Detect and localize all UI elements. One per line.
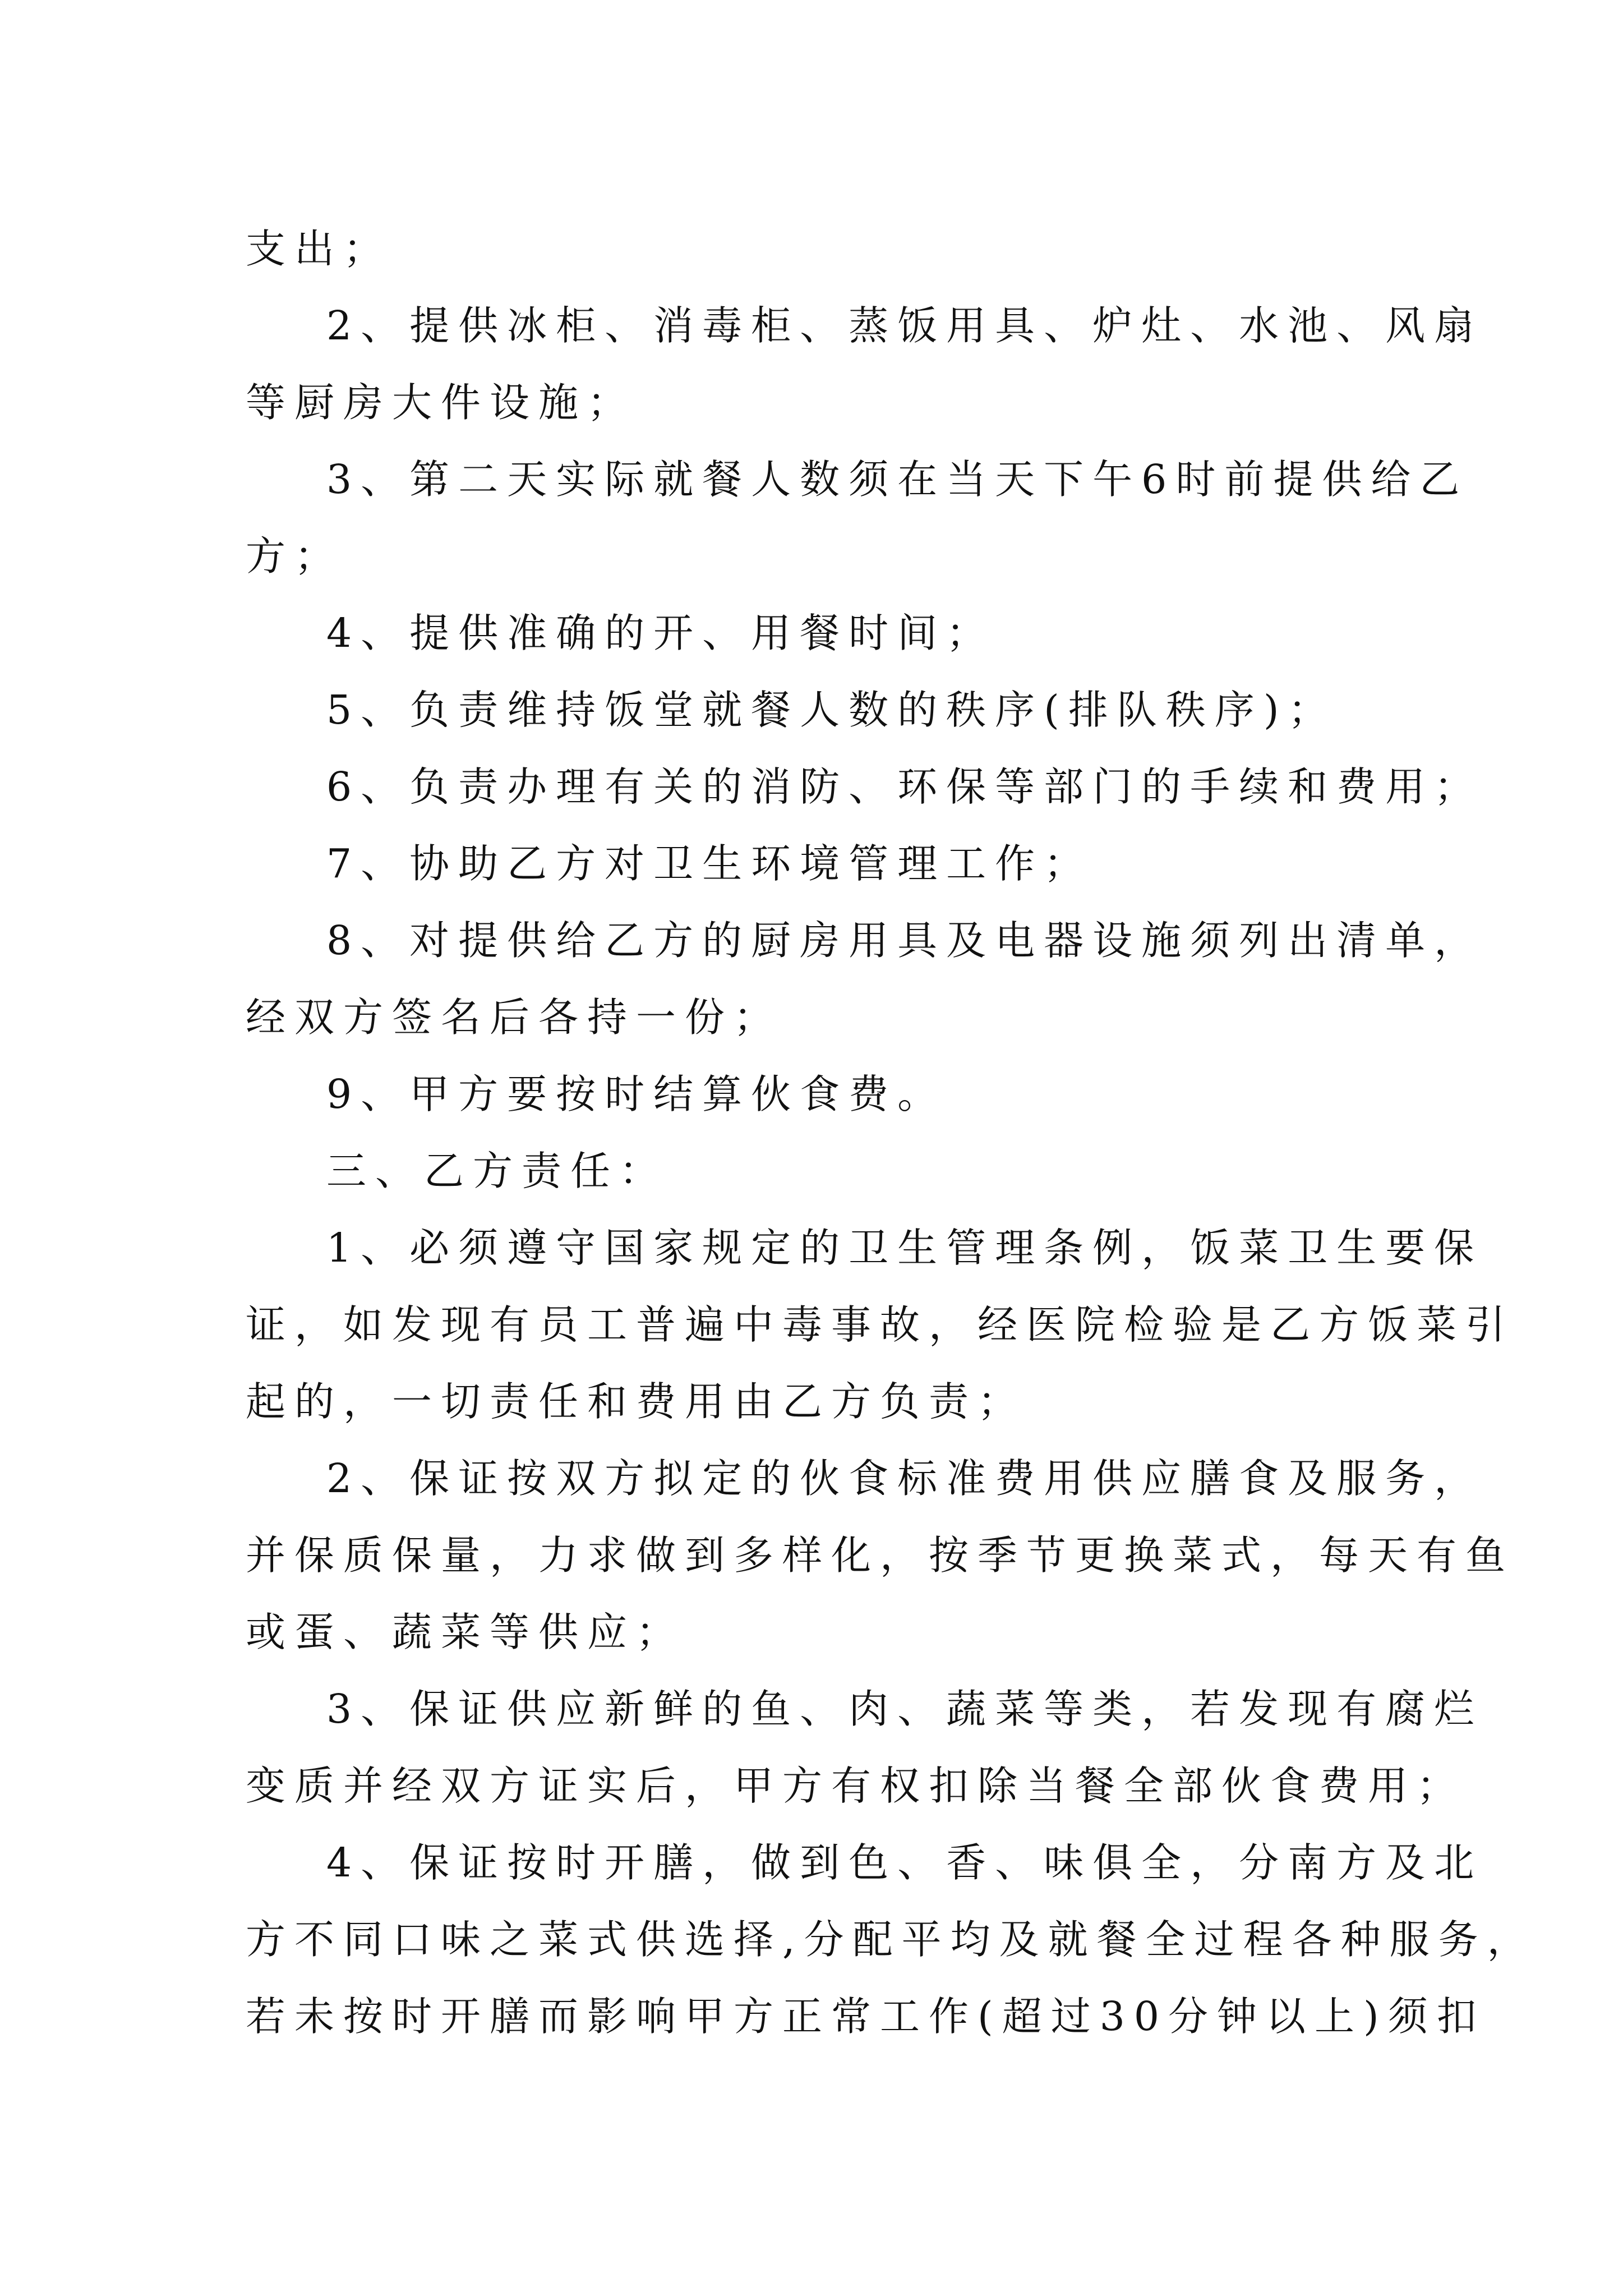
section-heading: 三、乙方责任： — [326, 1148, 668, 1194]
text-line: 7、协助乙方对卫生环境管理工作； — [326, 840, 1093, 887]
text-line: 支出； — [246, 226, 393, 272]
text-line: 证，如发现有员工普遍中毒事故，经医院检验是乙方饭菜引 — [246, 1301, 1515, 1348]
document-body — [246, 210, 1536, 2055]
text-line: 并保质保量，力求做到多样化，按季节更换菜式，每天有鱼 — [246, 1532, 1515, 1579]
text-line: 5、负责维持饭堂就餐人数的秩序(排队秩序)； — [326, 687, 1337, 733]
text-line: 9、甲方要按时结算伙食费。 — [326, 1071, 947, 1117]
text-line: 4、保证按时开膳，做到色、香、味俱全，分南方及北 — [326, 1839, 1483, 1886]
text-line: 3、保证供应新鲜的鱼、肉、蔬菜等类，若发现有腐烂 — [326, 1686, 1483, 1732]
text-line: 方； — [246, 533, 344, 579]
text-line: 3、第二天实际就餐人数须在当天下午6时前提供给乙 — [326, 456, 1469, 503]
text-line: 或蛋、蔬菜等供应； — [246, 1609, 685, 1655]
text-line: 6、负责办理有关的消防、环保等部门的手续和费用； — [326, 763, 1483, 810]
text-line: 若未按时开膳而影响甲方正常工作(超过30分钟以上)须扣 — [246, 1993, 1486, 2040]
text-line: 1、必须遵守国家规定的卫生管理条例，饭菜卫生要保 — [326, 1225, 1483, 1271]
text-line: 起的，一切责任和费用由乙方负责； — [246, 1378, 1027, 1425]
text-line: 经双方签名后各持一份； — [246, 994, 783, 1041]
text-line: 4、提供准确的开、用餐时间； — [326, 610, 995, 656]
text-line: 变质并经双方证实后，甲方有权扣除当餐全部伙食费用； — [246, 1763, 1466, 1809]
text-line: 方不同口味之菜式供选择,分配平均及就餐全过程各种服务， — [246, 1916, 1536, 1963]
text-line: 8、对提供给乙方的厨房用具及电器设施须列出清单， — [326, 917, 1483, 964]
text-line: 等厨房大件设施； — [246, 379, 637, 426]
text-line: 2、提供冰柜、消毒柜、蒸饭用具、炉灶、水池、风扇 — [326, 302, 1483, 349]
text-line: 2、保证按双方拟定的伙食标准费用供应膳食及服务， — [326, 1455, 1483, 1502]
